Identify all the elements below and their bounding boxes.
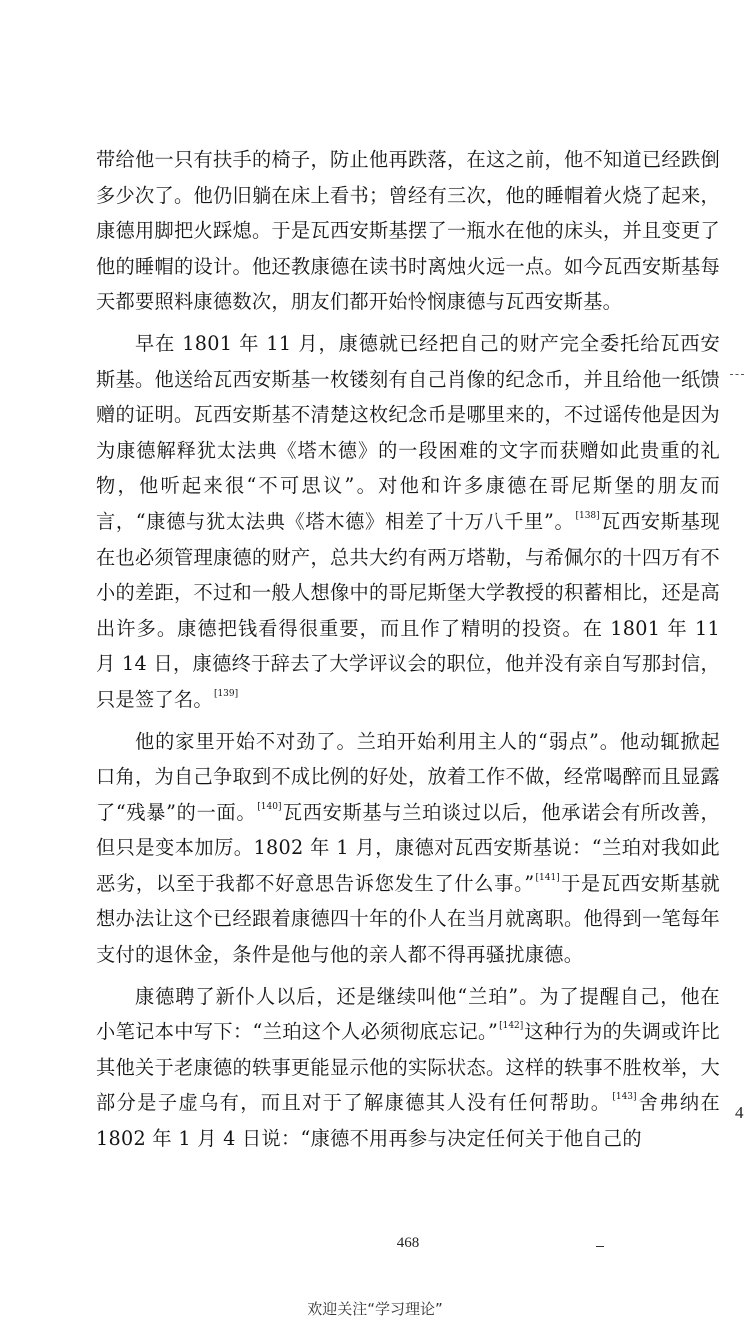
paragraph-text: 康德聘了新仆人以后，还是继续叫他“兰珀”。为了提醒自己，他在小笔记本中写下：“兰珀这个人必须彻底忘记。”: [96, 984, 720, 1044]
paragraph-text: 瓦西安斯基与兰珀谈过以后，他承诺会有所改善，但只是变本加厉。1802 年 1 月，康德对瓦西安斯基说：“兰珀对我如此恶劣，以至于我都不好意思告诉您发生了什么事。”: [96, 800, 720, 895]
paragraph-text: 于是瓦西安斯基就想办法让这个已经跟着康德四十年的仆人在当月就离职。他得到一笔每年支付的退休金，条件是他与他的亲人都不得再骚扰康德。: [96, 871, 720, 967]
margin-tick: [730, 374, 744, 376]
footnote-marker: [143]: [612, 1092, 637, 1103]
margin-mark: 4: [735, 1103, 744, 1122]
footnote-marker: [140]: [257, 801, 282, 812]
page-number: 468: [396, 1235, 420, 1251]
footnote-marker: [141]: [535, 872, 560, 883]
paragraph-text: 带给他一只有扶手的椅子，防止他再跌落，在这之前，他不知道已经跌倒多少次了。他仍旧躺在床上看书；曾经有三次，他的睡帽着火烧了起来，康德用脚把火踩熄。于是瓦西安斯基摆了一瓶水在他的床头，并且变更了他的睡帽的设计。他还教康德在读书时离烛火远一点。如今瓦西安斯基每天都要照料康德数次，朋友们都开始怜悯康德与瓦西安斯基。: [96, 148, 720, 314]
paragraph-text: 早在 1801 年 11 月，康德就已经把自己的财产完全委托给瓦西安斯基。他送给瓦西安斯基一枚镂刻有自己肖像的纪念币，并且给他一纸馈赠的证明。瓦西安斯基不清楚这枚纪念币是哪里来的，不过谣传他是因为为康德解释犹太法典《塔木德》的一段困难的文字而获赠如此贵重的礼物，他听起来很“不可思议”。对他和许多康德在哥尼斯堡的朋友而言，“康德与犹太法典《塔木德》相差了十万八千里”。: [96, 331, 720, 533]
paragraph: [96, 724, 720, 973]
paragraph: [96, 979, 720, 1157]
paragraph-text: 瓦西安斯基现在也必须管理康德的财产，总共大约有两万塔勒，与希佩尔的十四万有不小的差距，不过和一般人想像中的哥尼斯堡大学教授的积蓄相比，还是高出许多。康德把钱看得很重要，而且作了精明的投资。在 1801 年 11 月 14 日，康德终于辞去了大学评议会的职位，他并没有亲自写那封信，只是签了名。: [96, 509, 720, 711]
paragraph-text: 这种行为的失调或许比其他关于老康德的轶事更能显示他的实际状态。这样的轶事不胜枚举，大部分是子虚乌有，而且对于了解康德其人没有任何帮助。: [96, 1020, 720, 1115]
paragraph: [96, 142, 720, 320]
paragraph-text: 舍弗纳在 1802 年 1 月 4 日说：“康德不用再参与决定任何关于他自己的: [96, 1091, 721, 1151]
document-body: [96, 142, 720, 1157]
footnote-marker: [139]: [213, 688, 239, 699]
footnote-marker: [138]: [575, 510, 600, 521]
footnote-marker: [142]: [499, 1021, 524, 1032]
watermark-caption: 欢迎关注“学习理论”: [307, 1300, 443, 1318]
paragraph-text: 他的家里开始不对劲了。兰珀开始利用主人的“弱点”。他动辄掀起口角，为自己争取到不成比例的好处，放着工作不做，经常喝醉而且显露了“残暴”的一面。: [96, 729, 720, 824]
paragraph: [96, 326, 720, 718]
footer-dash: [596, 1246, 604, 1247]
